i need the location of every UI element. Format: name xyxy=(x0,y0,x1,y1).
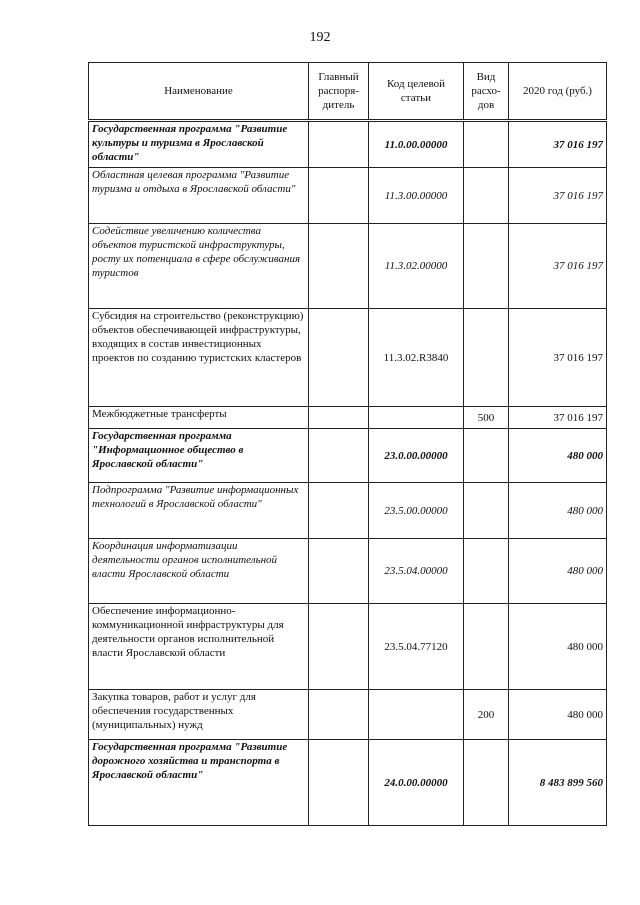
row-name-cell: Государственная программа "Развитие культуры и туризма в Ярославской области" xyxy=(89,121,309,168)
row-exp-type-cell xyxy=(464,604,509,690)
row-code-cell: 23.5.04.77120 xyxy=(369,604,464,690)
row-code-cell: 11.0.00.00000 xyxy=(369,121,464,168)
table-row xyxy=(89,690,607,740)
table-header-row xyxy=(89,63,607,121)
row-code-cell xyxy=(369,407,464,429)
page-number: 192 xyxy=(309,30,331,45)
header-name: Наименование xyxy=(89,63,309,121)
header-code: Код целевой статьи xyxy=(369,63,464,121)
row-amount-cell: 480 000 xyxy=(509,690,607,740)
row-amount-cell: 480 000 xyxy=(509,539,607,604)
header-exp-type: Вид расхо-дов xyxy=(464,63,509,121)
row-exp-type-cell xyxy=(464,539,509,604)
row-amount-cell: 37 016 197 xyxy=(509,121,607,168)
row-amount-cell: 37 016 197 xyxy=(509,224,607,309)
table-row xyxy=(89,740,607,826)
budget-table xyxy=(88,62,607,826)
table-row xyxy=(89,309,607,407)
table-row xyxy=(89,121,607,168)
row-name-cell: Закупка товаров, работ и услуг для обеспечения государственных (муниципальных) нужд xyxy=(89,690,309,740)
table-row xyxy=(89,429,607,483)
row-admin-cell xyxy=(309,740,369,826)
row-exp-type-cell xyxy=(464,309,509,407)
header-amount: 2020 год (руб.) xyxy=(509,63,607,121)
row-amount-cell: 480 000 xyxy=(509,604,607,690)
row-amount-cell: 480 000 xyxy=(509,483,607,539)
header-admin: Главный распоря-дитель xyxy=(309,63,369,121)
row-code-cell: 11.3.02.R3840 xyxy=(369,309,464,407)
row-name-cell: Подпрограмма "Развитие информационных технологий в Ярославской области" xyxy=(89,483,309,539)
row-admin-cell xyxy=(309,429,369,483)
row-name-cell: Государственная программа "Развитие дорожного хозяйства и транспорта в Ярославской области" xyxy=(89,740,309,826)
row-exp-type-cell xyxy=(464,121,509,168)
table-row xyxy=(89,168,607,224)
table-row xyxy=(89,483,607,539)
row-exp-type-cell xyxy=(464,168,509,224)
row-code-cell: 23.5.00.00000 xyxy=(369,483,464,539)
row-admin-cell xyxy=(309,309,369,407)
table-body xyxy=(89,121,607,826)
row-name-cell: Субсидия на строительство (реконструкцию) объектов обеспечивающей инфраструктуры, входящих в состав инвестиционных проектов по созданию туристских кластеров xyxy=(89,309,309,407)
row-exp-type-cell xyxy=(464,429,509,483)
row-code-cell: 23.0.00.00000 xyxy=(369,429,464,483)
row-code-cell: 11.3.02.00000 xyxy=(369,224,464,309)
row-code-cell xyxy=(369,690,464,740)
row-name-cell: Обеспечение информационно-коммуникационной инфраструктуры для деятельности органов исполнительной власти Ярославской области xyxy=(89,604,309,690)
row-admin-cell xyxy=(309,604,369,690)
row-code-cell: 24.0.00.00000 xyxy=(369,740,464,826)
table-row xyxy=(89,539,607,604)
row-admin-cell xyxy=(309,121,369,168)
row-amount-cell: 37 016 197 xyxy=(509,309,607,407)
row-admin-cell xyxy=(309,407,369,429)
row-exp-type-cell: 200 xyxy=(464,690,509,740)
row-exp-type-cell xyxy=(464,740,509,826)
row-exp-type-cell xyxy=(464,483,509,539)
row-amount-cell: 8 483 899 560 xyxy=(509,740,607,826)
row-amount-cell: 37 016 197 xyxy=(509,407,607,429)
row-name-cell: Государственная программа "Информационное общество в Ярославской области" xyxy=(89,429,309,483)
table-row xyxy=(89,604,607,690)
row-admin-cell xyxy=(309,224,369,309)
row-exp-type-cell xyxy=(464,224,509,309)
row-admin-cell xyxy=(309,483,369,539)
row-admin-cell xyxy=(309,690,369,740)
row-code-cell: 23.5.04.00000 xyxy=(369,539,464,604)
row-code-cell: 11.3.00.00000 xyxy=(369,168,464,224)
row-name-cell: Координация информатизации деятельности органов исполнительной власти Ярославской области xyxy=(89,539,309,604)
row-exp-type-cell: 500 xyxy=(464,407,509,429)
row-amount-cell: 480 000 xyxy=(509,429,607,483)
row-amount-cell: 37 016 197 xyxy=(509,168,607,224)
row-name-cell: Областная целевая программа "Развитие туризма и отдыха в Ярославской области" xyxy=(89,168,309,224)
row-name-cell: Содействие увеличению количества объектов туристской инфраструктуры, росту их потенциала в сфере обслуживания туристов xyxy=(89,224,309,309)
row-admin-cell xyxy=(309,168,369,224)
row-admin-cell xyxy=(309,539,369,604)
table-row xyxy=(89,407,607,429)
row-name-cell: Межбюджетные трансферты xyxy=(89,407,309,429)
table-row xyxy=(89,224,607,309)
